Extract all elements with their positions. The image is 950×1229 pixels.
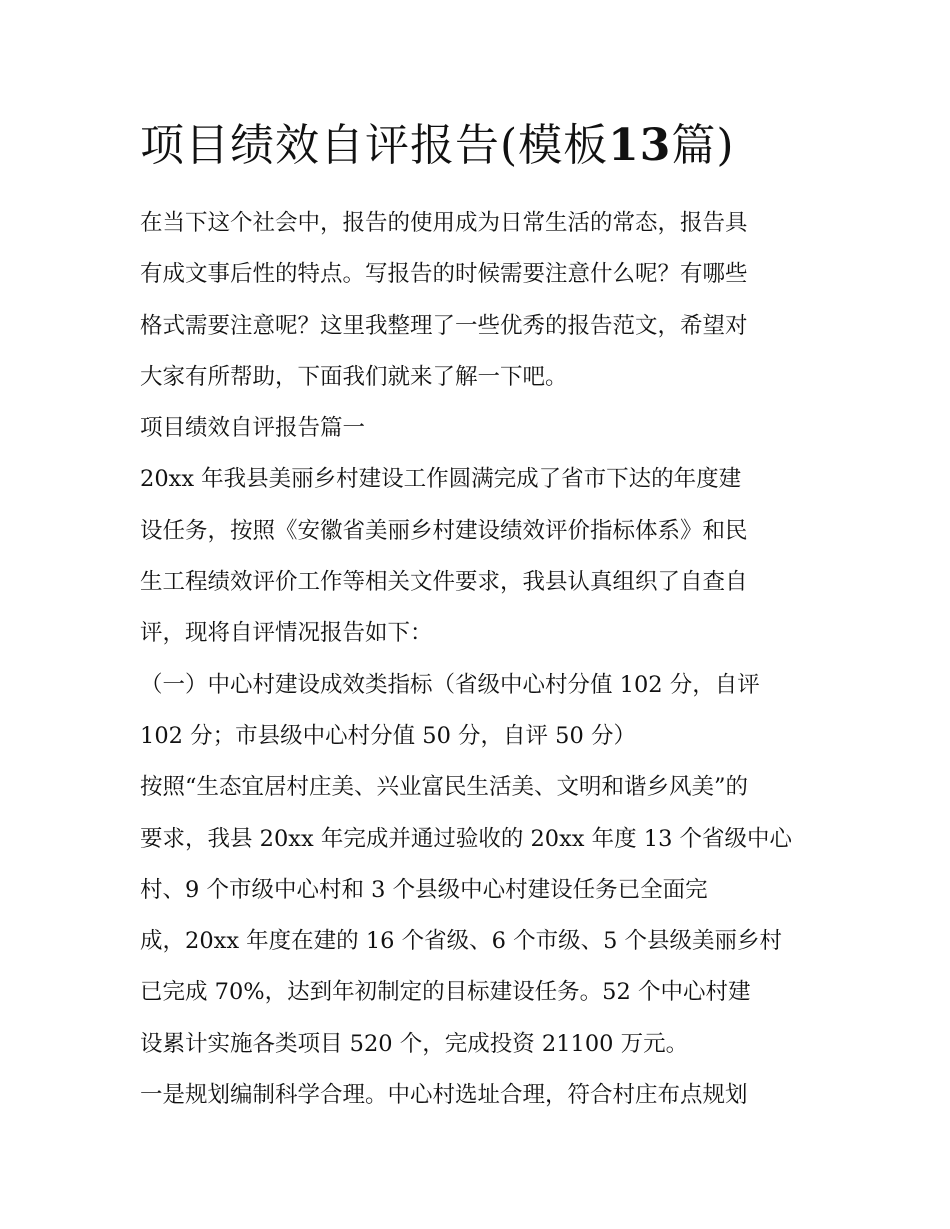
text-line-3: 格式需要注意呢？这里我整理了一些优秀的报告范文，希望对	[140, 312, 748, 339]
text-line-15: 成，20xx 年度在建的 16 个省级、6 个市级、5 个县级美丽乡村	[140, 928, 783, 955]
title-number: 13	[608, 120, 672, 171]
text-line-8: 生工程绩效评价工作等相关文件要求，我县认真组织了自查自	[140, 569, 748, 596]
text-line-2: 有成文事后性的特点。写报告的时候需要注意什么呢？有哪些	[140, 261, 748, 288]
title-main: 项目绩效自评报告(模板	[140, 120, 609, 171]
text-line-9: 评，现将自评情况报告如下：	[140, 620, 433, 647]
title-end: 篇)	[671, 120, 735, 171]
section-heading: 项目绩效自评报告篇一	[140, 415, 366, 442]
text-line-4: 大家有所帮助，下面我们就来了解一下吧。	[140, 363, 568, 390]
text-line-11: 102 分；市县级中心村分值 50 分，自评 50 分）	[140, 722, 636, 749]
text-line-1: 在当下这个社会中，报告的使用成为日常生活的常态，报告具	[140, 210, 748, 236]
text-line-17: 设累计实施各类项目 520 个，完成投资 21100 万元。	[140, 1030, 689, 1057]
text-line-18: 一是规划编制科学合理。中心村选址合理，符合村庄布点规划	[140, 1082, 748, 1109]
text-line-6: 20xx 年我县美丽乡村建设工作圆满完成了省市下达的年度建	[140, 466, 742, 493]
text-line-14: 村、9 个市级中心村和 3 个县级中心村建设任务已全面完	[140, 876, 708, 903]
text-line-13: 要求，我县 20xx 年完成并通过验收的 20xx 年度 13 个省级中心	[140, 825, 793, 852]
text-line-12: 按照“生态宜居村庄美、兴业富民生活美、文明和谐乡风美”的	[140, 774, 749, 801]
document-body	[140, 198, 812, 1121]
text-line-7: 设任务，按照《安徽省美丽乡村建设绩效评价指标体系》和民	[140, 517, 748, 544]
document-title	[140, 116, 830, 176]
text-line-16: 已完成 70%，达到年初制定的目标建设任务。52 个中心村建	[140, 979, 751, 1006]
text-line-10: （一）中心村建设成效类指标（省级中心村分值 102 分，自评	[140, 671, 760, 698]
